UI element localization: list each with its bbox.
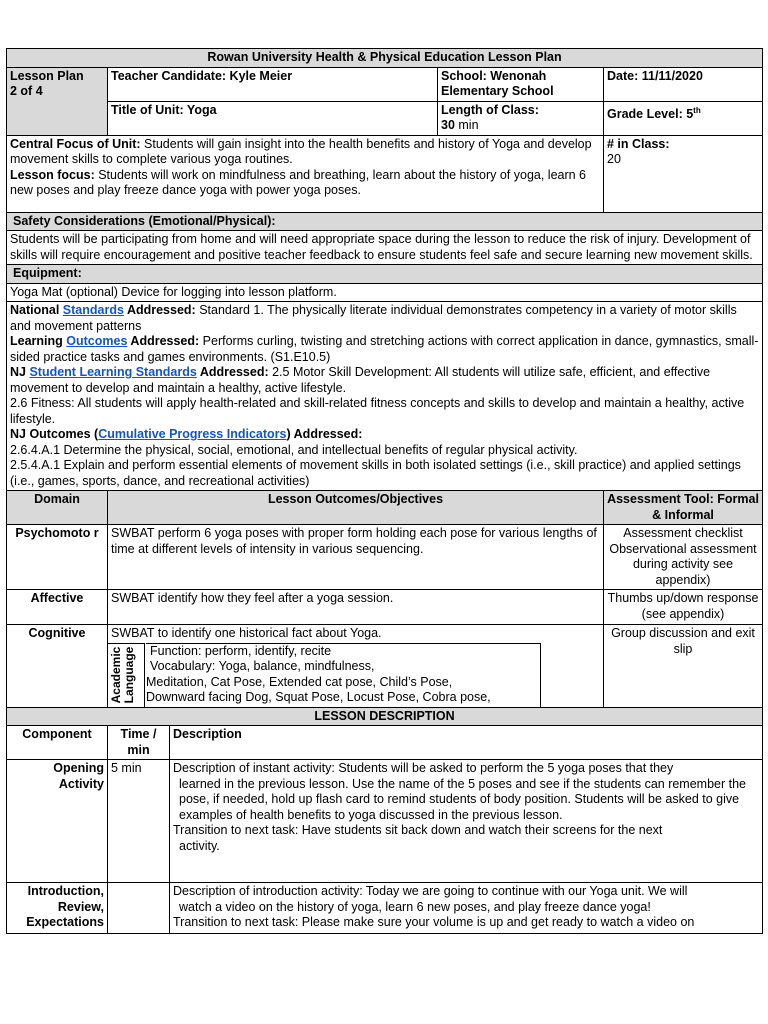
- class-size-value: 20: [607, 152, 621, 166]
- learning-outcomes-suffix: Addressed:: [127, 334, 200, 348]
- time-header: Time / min: [108, 726, 170, 760]
- lesson-component: Introduction, Review, Expectations: [7, 883, 108, 934]
- standards-row: [7, 302, 763, 491]
- safety-text: Students will be participating from home and will need appropriate space during the lesson to reduce the risk of injury. Development of skills will require encouragement and positive teacher feedback to ensure students feel safe and secure learning new movement skills.: [7, 231, 763, 265]
- assessment-header: Assessment Tool: Formal & Informal: [604, 491, 763, 525]
- class-length-cell: [438, 101, 604, 135]
- lesson-description-line: watch a video on the history of yoga, learn 6 new poses, and play freeze dance yoga!: [179, 899, 651, 914]
- lesson-description-line: Description of instant activity: Students will be asked to perform the 5 yoga poses that they: [173, 761, 674, 775]
- lesson-description: [170, 883, 763, 934]
- objective-assessment: Thumbs up/down response (see appendix): [604, 590, 763, 625]
- lesson-time: 5 min: [108, 760, 170, 883]
- lesson-date: Date: 11/11/2020: [604, 67, 763, 101]
- objective-row: [7, 625, 763, 708]
- lesson-description-line: Description of introduction activity: Today we are going to continue with our Yoga unit. We will: [173, 884, 688, 898]
- standards-link[interactable]: Standards: [62, 303, 124, 317]
- academic-language-line: Function: perform, identify, recite: [150, 643, 332, 658]
- lesson-plan-table: [6, 48, 763, 934]
- title-row: [7, 49, 763, 68]
- cognitive-outcome-cell: [108, 625, 604, 708]
- academic-language-label-cell: [108, 643, 145, 707]
- class-length-value: 30: [441, 118, 455, 132]
- class-length-label: Length of Class:: [441, 102, 539, 117]
- lesson-description: [170, 760, 763, 883]
- lesson-focus-label: Lesson focus:: [10, 167, 95, 182]
- header-row-2: [7, 101, 763, 135]
- lesson-header-row: [7, 726, 763, 760]
- objective-row: [7, 525, 763, 590]
- nj-outcome-1: 2.6.4.A.1 Determine the physical, social, emotional, and intellectual benefits of regular physical activity.: [10, 442, 578, 457]
- objective-assessment: Group discussion and exit slip: [604, 625, 763, 708]
- objective-outcome: SWBAT perform 6 yoga poses with proper form holding each pose for various lengths of time at different levels of intensity in various sequencing.: [108, 525, 604, 590]
- grade-level-cell: [604, 101, 763, 135]
- academic-language-line: Downward facing Dog, Squat Pose, Locust Pose, Cobra pose,: [146, 690, 491, 704]
- lesson-plan-label: Lesson Plan: [10, 68, 84, 83]
- nj-outcomes-prefix: NJ Outcomes (: [10, 427, 99, 441]
- central-focus-label: Central Focus of Unit:: [10, 136, 141, 151]
- unit-title: Title of Unit: Yoga: [108, 101, 438, 135]
- school-name: School: Wenonah Elementary School: [438, 67, 604, 101]
- national-standards-text: Standard 1. The physically literate individual demonstrates competency in a variety of motor skills and movement patterns: [10, 303, 737, 333]
- objectives-header-row: [7, 491, 763, 525]
- objective-outcome: SWBAT identify how they feel after a yoga session.: [108, 590, 604, 625]
- lesson-row: [7, 883, 763, 934]
- cumulative-progress-indicators-link[interactable]: Cumulative Progress Indicators: [98, 427, 287, 441]
- learning-outcomes-prefix: Learning: [10, 334, 67, 348]
- safety-label-row: [7, 212, 763, 231]
- equipment-text: Yoga Mat (optional) Device for logging into lesson platform.: [7, 283, 763, 302]
- objective-row: [7, 590, 763, 625]
- standards-cell: [7, 302, 763, 491]
- lesson-description-title: LESSON DESCRIPTION: [7, 707, 763, 726]
- class-size-label: # in Class:: [607, 136, 670, 151]
- lesson-focus-text: Students will work on mindfulness and breathing, learn about the history of yoga, learn 6 new poses and play freeze dance yoga with power yoga poses.: [10, 167, 587, 197]
- header-row-1: [7, 67, 763, 101]
- description-header: Description: [170, 726, 763, 760]
- safety-text-row: [7, 231, 763, 265]
- equipment-label: Equipment:: [7, 265, 763, 284]
- academic-language-line: Vocabulary: Yoga, balance, mindfulness,: [150, 659, 375, 673]
- national-standards-suffix: Addressed:: [123, 303, 196, 317]
- national-standards-prefix: National: [10, 303, 63, 317]
- central-focus-text: Students will gain insight into the health benefits and history of Yoga and develop movement skills to complete various yoga routines.: [10, 136, 592, 166]
- grade-level-suffix: th: [693, 105, 701, 115]
- lesson-plan-number: 2 of 4: [10, 84, 43, 98]
- equipment-label-row: [7, 265, 763, 284]
- lesson-row: [7, 760, 763, 883]
- focus-cell: [7, 135, 604, 212]
- lesson-description-line: Transition to next task: Please make sure your volume is up and get ready to watch a video on: [173, 915, 695, 929]
- grade-level: Grade Level: 5: [607, 106, 694, 121]
- objective-domain: Cognitive: [7, 625, 108, 708]
- safety-label: Safety Considerations (Emotional/Physical):: [7, 212, 763, 231]
- nj-outcome-2: 2.5.4.A.1 Explain and perform essential elements of movement skills in both isolated settings (i.e., skill practice) and applied settings (i.e., games, sports, dance, and recreational activities): [10, 458, 741, 488]
- nj-standards-suffix: Addressed:: [196, 365, 269, 379]
- academic-language-box: [108, 643, 603, 707]
- student-learning-standards-link[interactable]: Student Learning Standards: [29, 365, 197, 379]
- nj-outcomes-suffix: ) Addressed:: [286, 427, 363, 441]
- nj-standards-prefix: NJ: [10, 365, 30, 379]
- fitness-standard-text: 2.6 Fitness: All students will apply health-related and skill-related fitness concepts and skills to develop and maintain a healthy, active lifestyle.: [10, 396, 745, 426]
- objective-outcome: SWBAT to identify one historical fact about Yoga.: [111, 626, 382, 640]
- focus-row: [7, 135, 763, 212]
- lesson-description-line: Transition to next task: Have students sit back down and watch their screens for the next: [173, 823, 663, 837]
- lesson-time: [108, 883, 170, 934]
- academic-language-text: [146, 643, 541, 707]
- lesson-plan-document: [6, 48, 762, 934]
- lesson-description-title-row: [7, 707, 763, 726]
- learning-outcomes-text: Performs curling, twisting and stretching actions with correct application in dance, gymnastics, small-sided practice tasks and games environments. (S1.E10.5): [10, 334, 759, 364]
- lesson-component: Opening Activity: [7, 760, 108, 883]
- academic-language-line: [150, 706, 540, 707]
- equipment-text-row: [7, 283, 763, 302]
- class-length-unit: min: [458, 118, 479, 132]
- objective-assessment: Assessment checklist Observational assessment during activity see appendix): [604, 525, 763, 590]
- objective-domain: Psychomoto r: [7, 525, 108, 590]
- outcomes-header: Lesson Outcomes/Objectives: [108, 491, 604, 525]
- outcomes-link[interactable]: Outcomes: [66, 334, 128, 348]
- teacher-candidate: Teacher Candidate: Kyle Meier: [108, 67, 438, 101]
- lesson-description-line: learned in the previous lesson. Use the name of the 5 poses and see if the students can remember the pose, if needed, hold up flash card to remind students of body position. Students will be asked to give examples of health benefits to yoga discussed in the previous lesson.: [179, 776, 747, 822]
- lesson-plan-cell: [7, 67, 108, 135]
- domain-header: Domain: [7, 491, 108, 525]
- objective-domain: Affective: [7, 590, 108, 625]
- nj-standards-text: 2.5 Motor Skill Development: All students will utilize safe, efficient, and effective movement to develop and maintain a healthy, active lifestyle.: [10, 365, 711, 395]
- component-header: Component: [7, 726, 108, 760]
- lesson-description-line: activity.: [179, 838, 220, 853]
- academic-language-label: Academic Language: [109, 646, 136, 703]
- academic-language-line: Meditation, Cat Pose, Extended cat pose, Child’s Pose,: [146, 674, 453, 689]
- class-size-cell: [604, 135, 763, 212]
- document-title: Rowan University Health & Physical Education Lesson Plan: [7, 49, 763, 68]
